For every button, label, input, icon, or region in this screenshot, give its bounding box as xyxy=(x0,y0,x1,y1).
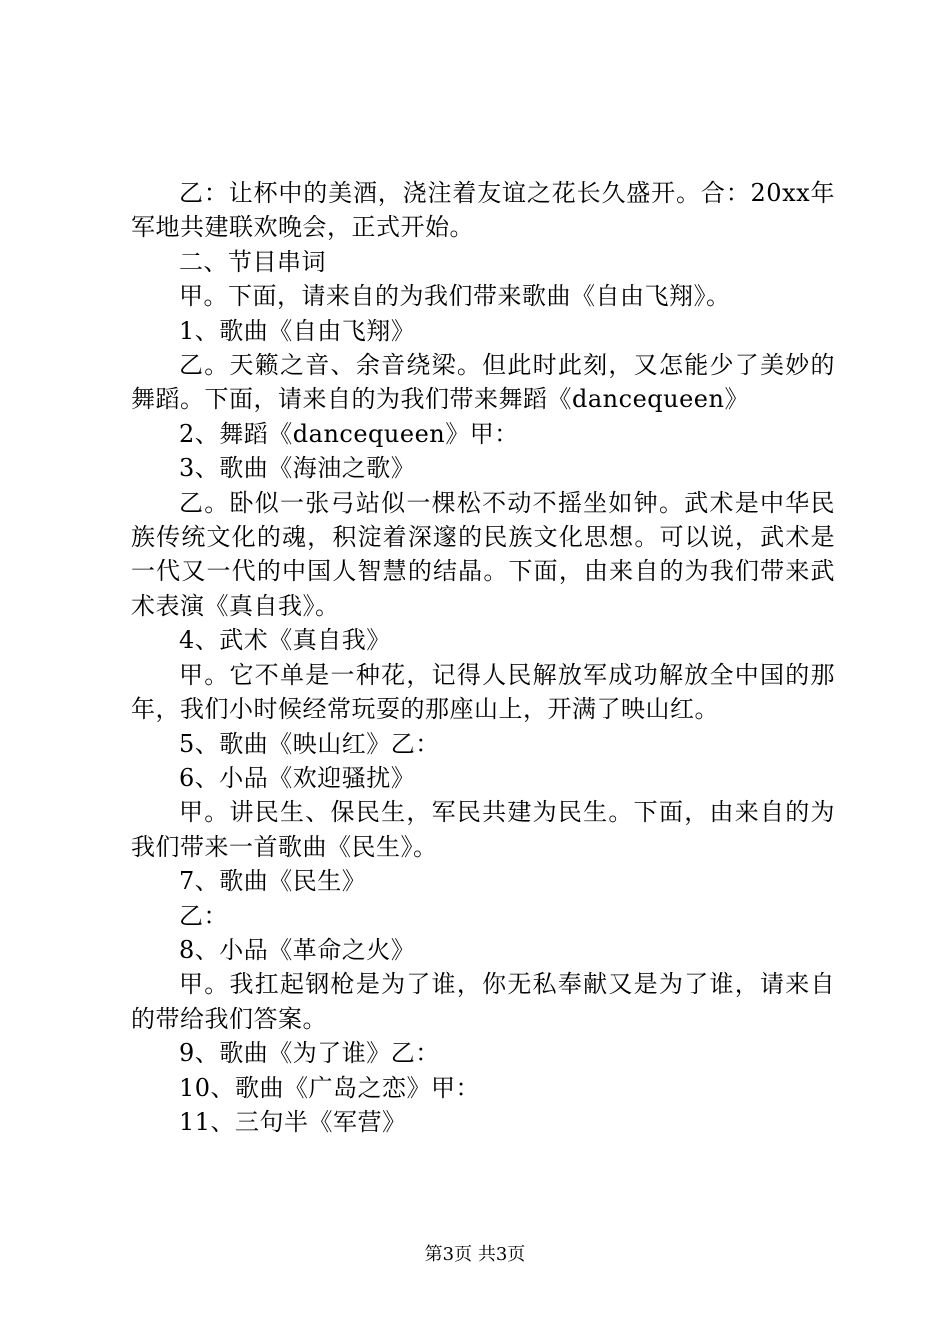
program-item-3: 3、歌曲《海油之歌》 xyxy=(179,454,416,483)
paragraph-opening-line: 乙：让杯中的美酒，浇注着友谊之花长久盛开。合：20xx年军地共建联欢晚会，正式开始。 xyxy=(131,179,835,242)
page-number-label: 第3页 共3页 xyxy=(424,1244,526,1265)
document-body xyxy=(131,176,835,1139)
program-item-7: 7、歌曲《民生》 xyxy=(179,867,367,896)
paragraph-host-jia-intro-9: 甲。我扛起钢枪是为了谁，你无私奉献又是为了谁，请来自的带给我们答案。 xyxy=(131,970,835,1033)
program-item-6: 6、小品《欢迎骚扰》 xyxy=(179,763,416,792)
page-footer xyxy=(0,1244,950,1266)
paragraph-host-yi-intro-4: 乙。卧似一张弓站似一棵松不动不摇坐如钟。武术是中华民族传统文化的魂，积淀着深邃的民族文化思想。可以说，武术是一代又一代的中国人智慧的结晶。下面，由来自的为我们带来武术表演《真自我》。 xyxy=(131,488,835,620)
paragraph-host-jia-intro-7: 甲。讲民生、保民生，军民共建为民生。下面，由来自的为我们带来一首歌曲《民生》。 xyxy=(131,798,835,861)
section-heading-program-lines: 二、节目串词 xyxy=(179,247,326,276)
program-item-5: 5、歌曲《映山红》乙： xyxy=(179,729,440,758)
program-item-8: 8、小品《革命之火》 xyxy=(179,935,416,964)
paragraph-host-jia-intro-1: 甲。下面，请来自的为我们带来歌曲《自由飞翔》。 xyxy=(179,282,731,311)
program-item-10: 10、歌曲《广岛之恋》甲： xyxy=(179,1073,481,1102)
paragraph-host-yi-cue: 乙： xyxy=(179,901,228,930)
program-item-11: 11、三句半《军营》 xyxy=(179,1107,407,1136)
paragraph-host-yi-intro-2: 乙。天籁之音、余音绕梁。但此时此刻，又怎能少了美妙的舞蹈。下面，请来自的为我们带来舞蹈《dancequeen》 xyxy=(131,351,835,414)
program-item-2: 2、舞蹈《dancequeen》甲： xyxy=(179,419,519,448)
program-item-1: 1、歌曲《自由飞翔》 xyxy=(179,316,416,345)
program-item-4: 4、武术《真自我》 xyxy=(179,626,391,655)
paragraph-host-jia-intro-5: 甲。它不单是一种花，记得人民解放军成功解放全中国的那年，我们小时候经常玩耍的那座山上，开满了映山红。 xyxy=(131,660,835,724)
program-item-9: 9、歌曲《为了谁》乙： xyxy=(179,1039,440,1068)
